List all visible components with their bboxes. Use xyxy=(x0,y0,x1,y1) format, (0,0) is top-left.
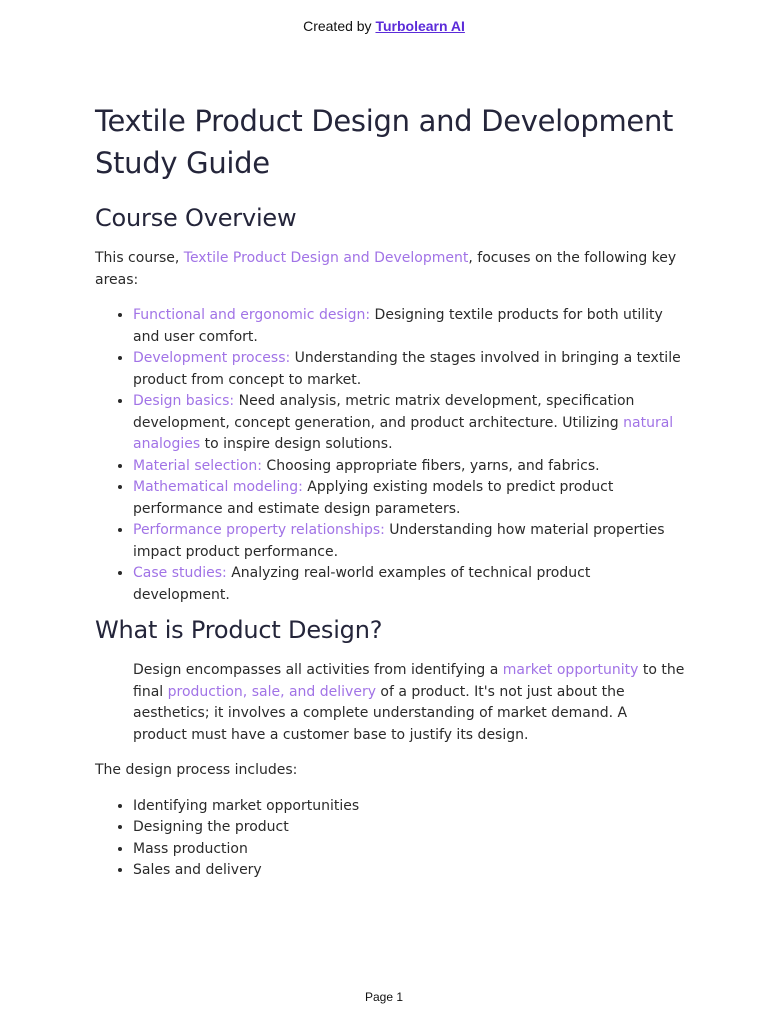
list-item xyxy=(133,477,685,520)
list-item xyxy=(133,305,685,348)
list-item: • Mass production xyxy=(133,839,685,861)
product-design-heading: What is Product Design? xyxy=(95,616,383,644)
design-process-list xyxy=(95,796,685,882)
list-item-term: Performance property relationships: xyxy=(133,522,385,538)
list-item: • Identifying market opportunities xyxy=(133,796,685,818)
intro-prefix: This course, xyxy=(95,250,184,266)
list-item: • Sales and delivery xyxy=(133,860,685,882)
quote-text-1: Design encompasses all activities from identifying a xyxy=(133,662,503,678)
design-definition-quote xyxy=(95,660,685,746)
market-opportunity-highlight: market opportunity xyxy=(502,662,639,678)
list-item xyxy=(133,456,685,478)
course-name-highlight: Textile Product Design and Development xyxy=(183,250,469,266)
list-item-highlight: natural analogies xyxy=(133,414,674,452)
list-item-text: Applying existing models to predict product performance and estimate design parameters. xyxy=(133,479,614,517)
key-areas-list xyxy=(95,305,685,606)
quote-text-3: of a product. It's not just about the aesthetics; it involves a complete understanding of market demand. A product must have a customer base to justify its design. xyxy=(133,683,628,743)
credit-prefix: Created by xyxy=(303,18,376,34)
course-intro xyxy=(95,248,685,291)
list-item-text: Understanding how material properties impact product performance. xyxy=(133,522,665,560)
list-item xyxy=(133,520,685,563)
list-item-term: Design basics: xyxy=(133,393,235,409)
list-item-text: Choosing appropriate fibers, yarns, and fabrics. xyxy=(261,457,600,474)
process-intro: The design process includes: xyxy=(95,762,298,778)
page-number: Page 1 xyxy=(364,990,404,1004)
list-item: • Designing the product xyxy=(133,817,685,839)
list-item-text: Need analysis, metric matrix development, specification development, concept generation, and product architecture. Utilizing xyxy=(133,393,635,431)
list-item-text: Understanding the stages involved in bringing a textile product from concept to market. xyxy=(133,350,681,388)
list-item xyxy=(133,391,685,456)
list-item-text-2: to inspire design solutions. xyxy=(200,436,393,452)
list-item-term: Material selection: xyxy=(133,457,262,474)
list-item-term: Development process: xyxy=(133,350,291,366)
list-item-term: Case studies: xyxy=(133,565,227,581)
list-item-text: Analyzing real-world examples of technical product development. xyxy=(133,565,591,603)
document-content xyxy=(95,100,685,890)
course-overview-heading: Course Overview xyxy=(95,204,297,232)
list-item xyxy=(133,563,685,606)
quote-text-2: to the final xyxy=(133,662,685,700)
list-item-term: Functional and ergonomic design: xyxy=(133,307,371,323)
list-item-term: Mathematical modeling: xyxy=(133,479,303,495)
page-title: Textile Product Design and Development Study Guide xyxy=(95,104,674,180)
list-item xyxy=(133,348,685,391)
list-item-text: Designing textile products for both utility and user comfort. xyxy=(133,307,663,345)
production-sale-delivery-highlight: production, sale, and delivery xyxy=(167,683,376,700)
intro-suffix: , focuses on the following key areas: xyxy=(95,250,677,288)
top-credit xyxy=(0,18,768,34)
turbolearn-link[interactable]: Turbolearn AI xyxy=(375,18,465,34)
